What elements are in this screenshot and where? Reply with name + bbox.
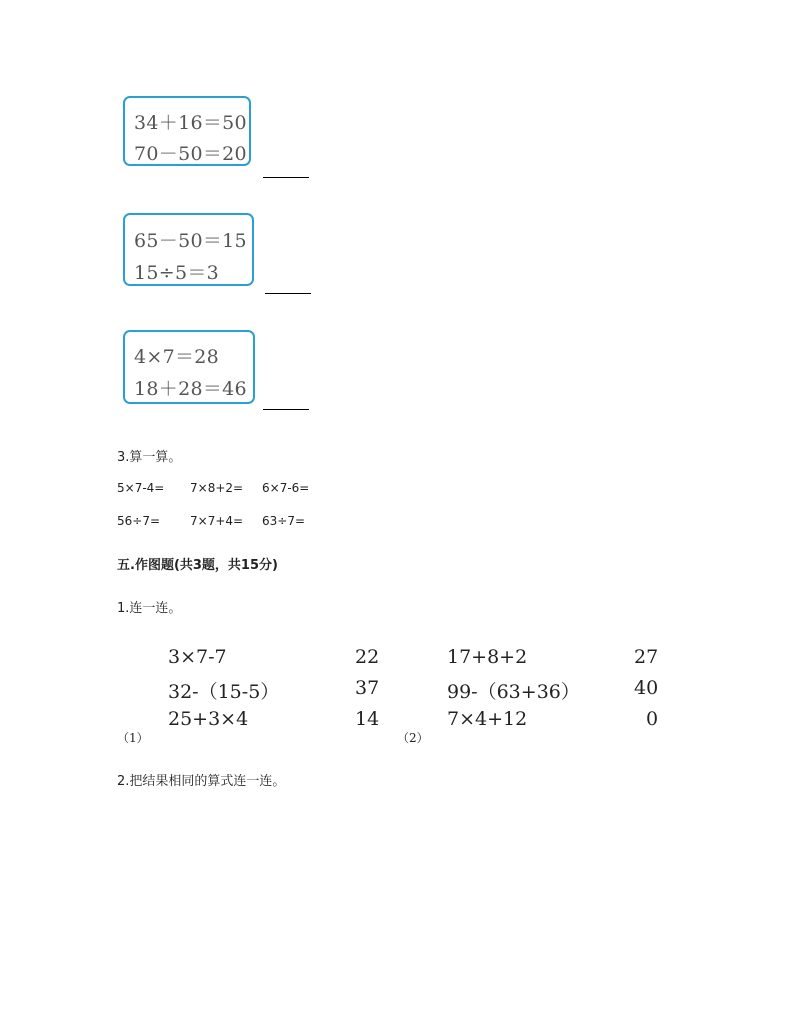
equation-line: 65－50＝15 xyxy=(134,230,247,252)
equation-box-3 xyxy=(123,330,255,404)
calc-item: 56÷7= xyxy=(117,514,161,528)
answer-blank-1[interactable] xyxy=(263,177,309,178)
result[interactable]: 14 xyxy=(355,708,380,730)
calc-item: 63÷7= xyxy=(262,514,306,528)
equation-line: 18＋28＝46 xyxy=(134,378,247,400)
result[interactable]: 40 xyxy=(634,677,659,699)
equation-box-2 xyxy=(123,213,254,286)
calc-item: 5×7-4= xyxy=(117,481,165,495)
equation-line: 70－50＝20 xyxy=(134,143,247,165)
result[interactable]: 22 xyxy=(355,646,380,668)
q2-title: 2.把结果相同的算式连一连。 xyxy=(117,774,286,789)
expression[interactable]: 7×4+12 xyxy=(447,708,528,730)
equation-line: 34＋16＝50 xyxy=(134,112,247,134)
section-title: 五.作图题(共3题，共15分) xyxy=(117,558,278,573)
result[interactable]: 0 xyxy=(646,708,659,730)
calc-item: 7×8+2= xyxy=(190,481,244,495)
result[interactable]: 37 xyxy=(355,677,380,699)
expression[interactable]: 17+8+2 xyxy=(447,646,528,668)
group-label: （1） xyxy=(117,731,149,745)
q3-title: 3.算一算。 xyxy=(117,450,182,465)
answer-blank-3[interactable] xyxy=(263,409,309,410)
calc-item: 6×7-6= xyxy=(262,481,310,495)
equation-line: 15÷5＝3 xyxy=(134,262,220,284)
expression[interactable]: 32-（15-5） xyxy=(168,681,280,703)
calc-item: 7×7+4= xyxy=(190,514,244,528)
result[interactable]: 27 xyxy=(634,646,659,668)
equation-line: 4×7＝28 xyxy=(134,346,220,368)
group-label: （2） xyxy=(397,731,429,745)
q1-title: 1.连一连。 xyxy=(117,601,182,616)
expression[interactable]: 25+3×4 xyxy=(168,708,249,730)
expression[interactable]: 99-（63+36） xyxy=(447,681,580,703)
answer-blank-2[interactable] xyxy=(265,293,311,294)
expression[interactable]: 3×7-7 xyxy=(168,646,227,668)
equation-box-1 xyxy=(123,96,251,166)
